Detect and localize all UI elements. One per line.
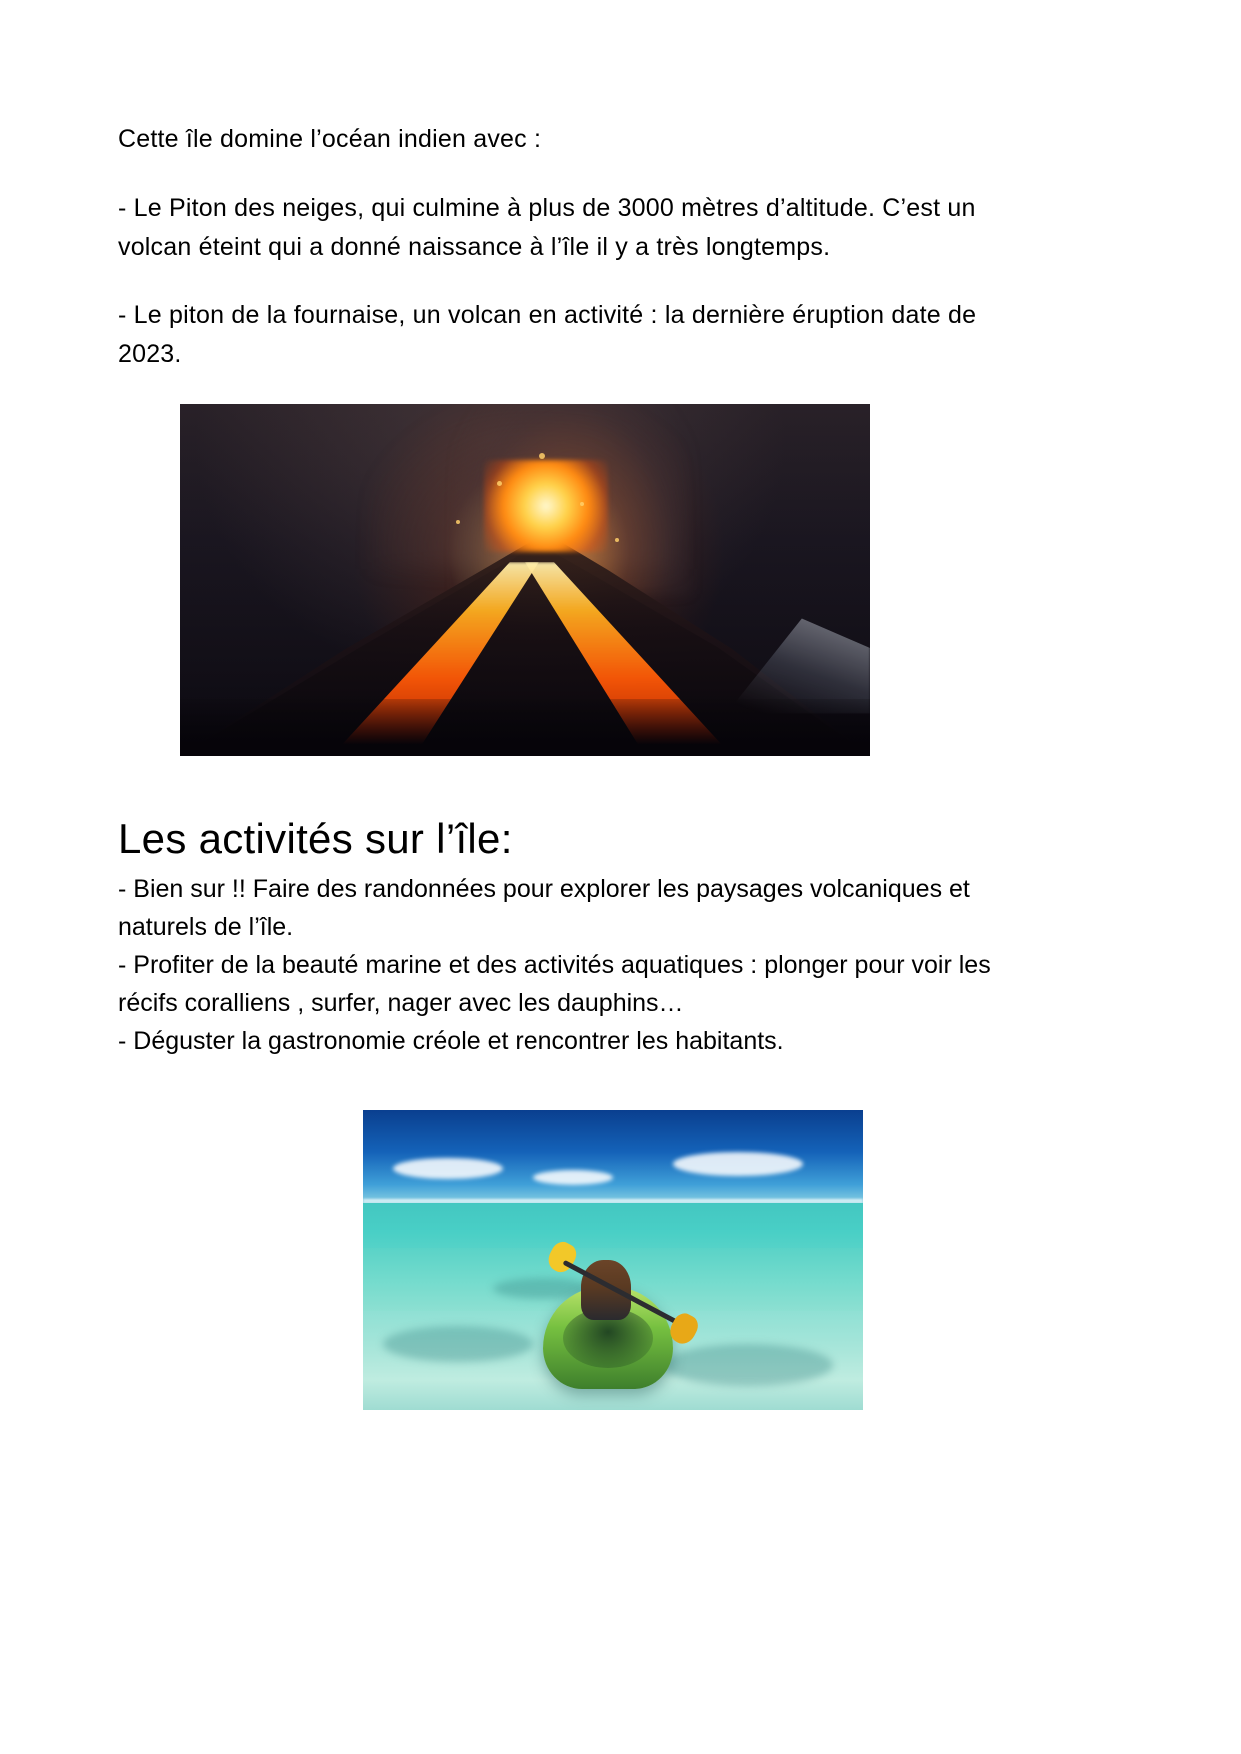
lava-spark [456,520,460,524]
kayak-lagoon-photo [363,1110,863,1410]
activity-item-gastronomie: - Déguster la gastronomie créole et rencontrer les habitants. [118,1027,784,1056]
section-heading-activities: Les activités sur l’île: [118,814,513,862]
paragraph-piton-des-neiges: - Le Piton des neiges, qui culmine à plus de 3000 mètres d’altitude. C’est un volcan éteint qui a donné naissance à l’île il y a très longtemps. [118,193,976,261]
cloud [393,1158,503,1179]
paragraph-piton-de-la-fournaise: - Le piton de la fournaise, un volcan en activité : la dernière éruption date de 2023. [118,301,977,368]
volcano-eruption-photo [180,404,870,756]
coral-reef-patch [383,1326,533,1362]
activity-item-randonnees: - Bien sur !! Faire des randonnées pour explorer les paysages volcaniques et naturels de l’île. [118,875,970,942]
cloud [673,1152,803,1176]
lava-spark [615,538,619,542]
volcano-foreground [180,699,870,755]
lava-spark [539,453,545,459]
intro-paragraph: Cette île domine l’océan indien avec : [118,125,542,153]
paddle-shaft [562,1260,683,1328]
activity-item-aquatiques: - Profiter de la beauté marine et des activités aquatiques : plonger pour voir les récifs coralliens , surfer, nager avec les dauphins… [118,951,991,1018]
crater-glow [484,460,608,552]
coral-reef-patch [663,1344,833,1386]
